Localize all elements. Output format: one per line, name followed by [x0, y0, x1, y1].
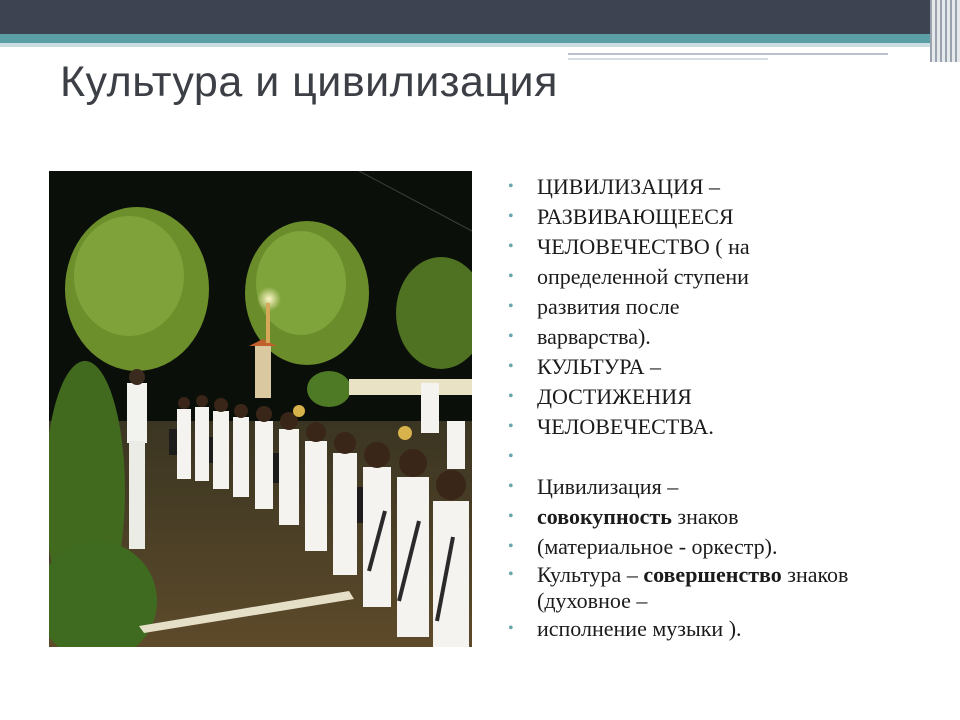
header-accent-line-short: [568, 58, 768, 60]
bullet-item: • определенной ступени: [508, 262, 928, 292]
bullet-item: • исполнение музыки ).: [508, 614, 928, 644]
bullet-item: • развития после: [508, 292, 928, 322]
bullet-item: • ЧЕЛОВЕЧЕСТВО ( на: [508, 232, 928, 262]
header-band-pale: [0, 43, 930, 47]
bullet-item: • (материальное - оркестр).: [508, 532, 928, 562]
bullet-item: • РАЗВИВАЮЩЕЕСЯ: [508, 202, 928, 232]
bullet-text-post: знаков (духовное –: [537, 562, 849, 613]
bullet-item: • варварства).: [508, 322, 928, 352]
bullet-item: • ЦИВИЛИЗАЦИЯ –: [508, 172, 928, 202]
header-accent-line: [568, 53, 888, 55]
bullet-text-post: знаков: [671, 504, 739, 529]
header-stripes-decoration: [930, 0, 960, 62]
bullet-text-pre: Культура –: [537, 562, 644, 587]
header-band-teal: [0, 34, 930, 43]
bullet-item-mixed: [508, 562, 928, 614]
bullet-item: • ДОСТИЖЕНИЯ: [508, 382, 928, 412]
slide-title: Культура и цивилизация: [60, 58, 558, 106]
orchestra-photo: [49, 171, 472, 647]
header-band-dark: [0, 0, 960, 34]
bullet-list: [508, 172, 928, 644]
bullet-item: • КУЛЬТУРА –: [508, 352, 928, 382]
bullet-item-mixed: [508, 502, 928, 532]
bullet-text-bold: совокупность: [537, 504, 672, 529]
bullet-text-bold: совершенство: [643, 562, 782, 587]
bullet-item: • Цивилизация –: [508, 472, 928, 502]
bullet-item-empty: [508, 442, 928, 472]
bullet-item: • ЧЕЛОВЕЧЕСТВА.: [508, 412, 928, 442]
